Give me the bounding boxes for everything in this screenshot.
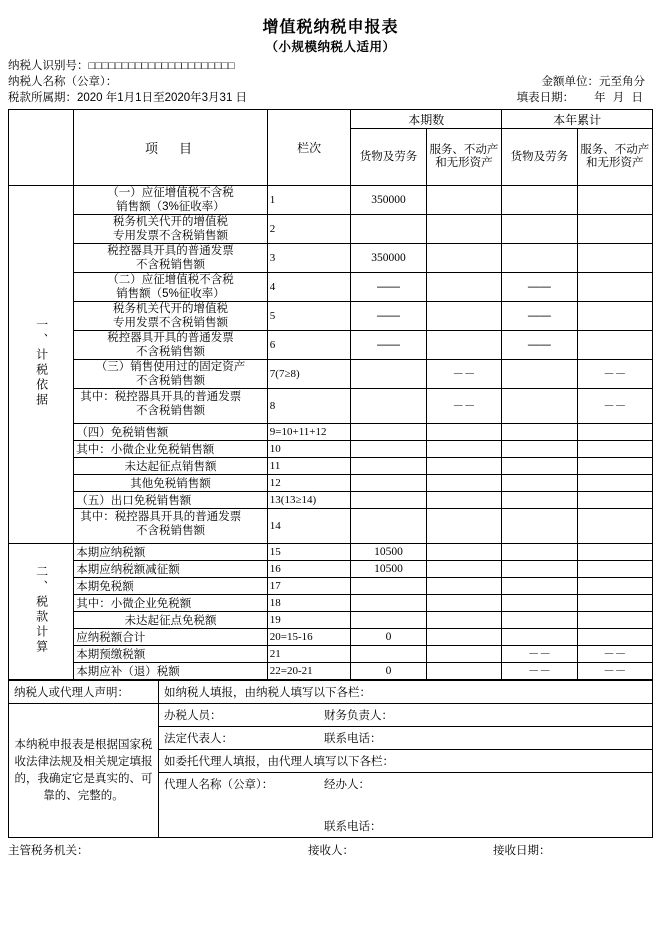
declaration-statement-label: 纳税人或代理人声明：: [9, 681, 159, 704]
cell-current-services[interactable]: [426, 646, 501, 663]
cell-ytd-goods[interactable]: [502, 595, 577, 612]
row-item-line1: 税务机关代开的增值税: [113, 303, 228, 315]
column-header-ytd-services: 服务、不动产和无形资产: [577, 129, 652, 186]
cell-current-goods[interactable]: [351, 646, 426, 663]
row-line-no: 22=20-21: [267, 663, 351, 680]
column-group-current-period: 本期数: [351, 110, 502, 129]
cell-current-goods[interactable]: [351, 441, 426, 458]
cell-ytd-goods[interactable]: [502, 215, 577, 244]
row-item-line2: 销售额（3%征收率）: [116, 201, 225, 213]
table-row: [9, 509, 653, 544]
cell-current-services[interactable]: [426, 244, 501, 273]
row-line-no: 13(13≥14): [267, 492, 351, 509]
cell-current-services[interactable]: [426, 629, 501, 646]
row-line-no: 9=10+11+12: [267, 424, 351, 441]
section-label-tax-calculation: 二、税款计算: [9, 544, 74, 680]
cell-current-goods[interactable]: [351, 215, 426, 244]
row-line-no: 12: [267, 475, 351, 492]
row-item-label: 本期应补（退）税额: [74, 663, 268, 680]
legal-rep-fields-row: [159, 727, 653, 750]
cell-ytd-goods[interactable]: [502, 186, 577, 215]
cell-current-goods[interactable]: 350000: [351, 186, 426, 215]
cell-current-services[interactable]: [426, 424, 501, 441]
row-item-line2: 专用发票不含税销售额: [113, 317, 228, 329]
cell-current-services[interactable]: [426, 215, 501, 244]
cell-ytd-goods[interactable]: [502, 475, 577, 492]
section-header-blank: [9, 110, 74, 186]
row-item-label: （四）免税销售额: [74, 424, 268, 441]
cell-current-goods[interactable]: 0: [351, 629, 426, 646]
row-item-label: 应纳税额合计: [74, 629, 268, 646]
cell-ytd-services[interactable]: [577, 244, 652, 273]
cell-current-goods[interactable]: 0: [351, 663, 426, 680]
taxpayer-id-row: [8, 58, 653, 74]
period-row: [8, 90, 653, 106]
row-line-no: 8: [267, 389, 351, 424]
handler-label[interactable]: 办税人员：: [164, 710, 222, 722]
column-header-current-services: 服务、不动产和无形资产: [426, 129, 501, 186]
row-line-no: 20=15-16: [267, 629, 351, 646]
row-item-label: 其他免税销售额: [74, 475, 268, 492]
declaration-header-row: [9, 681, 653, 704]
taxpayer-id-label: 纳税人识别号：: [8, 60, 89, 72]
cell-ytd-goods[interactable]: [502, 509, 577, 544]
row-item-line2: 不含税销售额: [136, 259, 205, 271]
row-item-label: [74, 331, 268, 360]
receiver-label: 接收人：: [308, 845, 354, 857]
table-row: [9, 273, 653, 302]
row-line-no: 18: [267, 595, 351, 612]
cell-ytd-goods[interactable]: [502, 441, 577, 458]
cell-ytd-goods[interactable]: [502, 424, 577, 441]
table-row: [9, 612, 653, 629]
column-group-year-to-date: 本年累计: [502, 110, 653, 129]
page-subtitle: （小规模纳税人适用）: [265, 40, 396, 54]
tax-authority-label: 主管税务机关：: [8, 845, 89, 857]
cell-current-services[interactable]: [426, 331, 501, 360]
table-row: [9, 492, 653, 509]
row-item-overflow-text: [76, 510, 265, 538]
cell-current-services[interactable]: [426, 475, 501, 492]
if-agent-fills-label: 如委托代理人填报，由代理人填写以下各栏：: [159, 750, 653, 773]
vat-declaration-table: [8, 109, 653, 680]
cell-current-services[interactable]: [426, 273, 501, 302]
table-row: [9, 302, 653, 331]
row-item-line1: 其中：税控器具开具的普通发票: [80, 391, 242, 403]
table-row: [9, 578, 653, 595]
cell-current-services[interactable]: [426, 561, 501, 578]
row-line-no: 3: [267, 244, 351, 273]
row-line-no: 11: [267, 458, 351, 475]
cell-ytd-services[interactable]: [577, 441, 652, 458]
cell-current-goods: ——: [351, 331, 426, 360]
agent-phone-label[interactable]: 联系电话：: [324, 821, 382, 833]
cell-current-services[interactable]: [426, 492, 501, 509]
taxpayer-name-label[interactable]: 纳税人名称（公章）：: [8, 76, 118, 88]
table-header-group-row: [9, 110, 653, 129]
declaration-handler-row: [9, 704, 653, 727]
cell-ytd-services[interactable]: [577, 595, 652, 612]
row-item-line2: 专用发票不含税销售额: [113, 230, 228, 242]
fill-date-label: 填表日期：: [516, 92, 575, 104]
row-item-line1: （一）应征增值税不含税: [107, 187, 234, 199]
taxpayer-name-row: [8, 74, 653, 90]
row-item-label: 未达起征点销售额: [74, 458, 268, 475]
column-header-ytd-goods: 货物及劳务: [502, 129, 577, 186]
row-item-label: [74, 244, 268, 273]
row-item-label: 本期应纳税额: [74, 544, 268, 561]
row-line-no: 16: [267, 561, 351, 578]
if-taxpayer-fills-label: 如纳税人填报，由纳税人填写以下各栏：: [159, 681, 653, 704]
cell-ytd-goods[interactable]: [502, 244, 577, 273]
row-line-no: 6: [267, 331, 351, 360]
agent-operator-label[interactable]: 经办人：: [324, 779, 370, 791]
form-meta-block: [0, 55, 661, 106]
cell-ytd-services[interactable]: [577, 331, 652, 360]
row-line-no: 1: [267, 186, 351, 215]
row-item-line2: 不含税销售额: [136, 346, 205, 358]
row-item-label: [74, 186, 268, 215]
row-item-line1: （三）销售使用过的固定资产: [95, 361, 246, 373]
row-line-no: 15: [267, 544, 351, 561]
cell-current-goods[interactable]: [351, 595, 426, 612]
cell-ytd-services[interactable]: [577, 424, 652, 441]
row-line-no: 2: [267, 215, 351, 244]
legal-rep-label[interactable]: 法定代表人：: [164, 733, 233, 745]
row-item-label: [74, 389, 268, 424]
cell-ytd-services[interactable]: [577, 186, 652, 215]
row-item-label: 未达起征点免税额: [74, 612, 268, 629]
cell-ytd-services: －－: [577, 360, 652, 389]
taxpayer-id-input-boxes[interactable]: □□□□□□□□□□□□□□□□□□□□□□: [88, 60, 235, 72]
cell-ytd-services[interactable]: [577, 273, 652, 302]
cell-ytd-services[interactable]: [577, 544, 652, 561]
cell-ytd-services[interactable]: [577, 612, 652, 629]
table-row: [9, 544, 653, 561]
row-line-no: 10: [267, 441, 351, 458]
period-label: 税款所属期：: [8, 92, 77, 104]
cell-current-goods[interactable]: 350000: [351, 244, 426, 273]
row-item-line2: 不含税销售额: [136, 405, 205, 417]
cell-current-services[interactable]: [426, 595, 501, 612]
table-row: [9, 646, 653, 663]
cell-current-services: －－: [426, 389, 501, 424]
table-row: [9, 215, 653, 244]
contact-phone-label[interactable]: 联系电话：: [324, 733, 382, 745]
cell-ytd-goods: ——: [502, 273, 577, 302]
cell-ytd-goods[interactable]: [502, 389, 577, 424]
cell-ytd-services: －－: [577, 389, 652, 424]
cell-current-goods[interactable]: [351, 492, 426, 509]
cell-current-services[interactable]: [426, 441, 501, 458]
row-item-label: [74, 215, 268, 244]
cell-ytd-services[interactable]: [577, 578, 652, 595]
table-row: [9, 663, 653, 680]
page-title: 增值税纳税申报表: [262, 19, 399, 36]
table-row: [9, 629, 653, 646]
row-item-label: [74, 360, 268, 389]
cell-current-goods: ——: [351, 302, 426, 331]
cell-current-goods[interactable]: 10500: [351, 561, 426, 578]
cell-current-goods[interactable]: [351, 475, 426, 492]
finance-officer-label[interactable]: 财务负责人：: [324, 710, 393, 722]
amount-unit-label: 金额单位：元至角分: [541, 76, 645, 88]
column-header-item: 项 目: [74, 110, 268, 186]
row-item-overflow-text: [76, 390, 265, 418]
table-row: [9, 360, 653, 389]
table-row: [9, 441, 653, 458]
fill-date-value[interactable]: 年 月 日: [594, 92, 645, 104]
cell-ytd-services[interactable]: [577, 215, 652, 244]
cell-current-goods[interactable]: [351, 509, 426, 544]
table-row: [9, 424, 653, 441]
row-item-line1: 其中：税控器具开具的普通发票: [80, 511, 242, 523]
cell-current-services[interactable]: [426, 578, 501, 595]
cell-ytd-services: －－: [577, 663, 652, 680]
declaration-table: [8, 680, 653, 838]
row-item-label: 其中：小微企业免税额: [74, 595, 268, 612]
agent-name-label[interactable]: 代理人名称（公章）：: [164, 779, 274, 791]
cell-ytd-goods[interactable]: [502, 544, 577, 561]
declaration-statement-text: 本纳税申报表是根据国家税收法律法规及相关规定填报的，我确定它是真实的、可靠的、完整的。: [9, 704, 159, 838]
cell-current-goods[interactable]: 10500: [351, 544, 426, 561]
cell-current-services[interactable]: [426, 663, 501, 680]
agent-fields-block: [159, 773, 653, 838]
cell-ytd-goods[interactable]: [502, 492, 577, 509]
row-item-line1: 税控器具开具的普通发票: [107, 332, 234, 344]
row-line-no: 19: [267, 612, 351, 629]
row-line-no: 14: [267, 509, 351, 544]
section-label-tax-basis: 一、计税依据: [9, 186, 74, 544]
table-row: [9, 186, 653, 215]
cell-ytd-goods: －－: [502, 646, 577, 663]
cell-current-services: －－: [426, 360, 501, 389]
cell-ytd-goods[interactable]: [502, 360, 577, 389]
cell-ytd-goods[interactable]: [502, 629, 577, 646]
cell-current-services[interactable]: [426, 302, 501, 331]
row-item-label: 本期应纳税额减征额: [74, 561, 268, 578]
table-row: [9, 331, 653, 360]
row-line-no: 21: [267, 646, 351, 663]
cell-ytd-services[interactable]: [577, 509, 652, 544]
cell-ytd-services[interactable]: [577, 302, 652, 331]
row-item-label: 其中：小微企业免税销售额: [74, 441, 268, 458]
row-item-label: [74, 273, 268, 302]
row-item-label: [74, 509, 268, 544]
row-item-label: 本期预缴税额: [74, 646, 268, 663]
table-row: [9, 244, 653, 273]
cell-current-goods[interactable]: [351, 578, 426, 595]
cell-current-goods[interactable]: [351, 424, 426, 441]
footer-row: [8, 838, 653, 858]
cell-current-services[interactable]: [426, 509, 501, 544]
row-item-line1: 税务机关代开的增值税: [113, 216, 228, 228]
row-item-line2: 不含税销售额: [136, 525, 205, 537]
cell-current-services[interactable]: [426, 544, 501, 561]
cell-ytd-goods[interactable]: [502, 561, 577, 578]
cell-ytd-services[interactable]: [577, 475, 652, 492]
cell-ytd-services[interactable]: [577, 492, 652, 509]
column-header-lanci: 栏次: [267, 110, 351, 186]
cell-current-goods[interactable]: [351, 612, 426, 629]
row-item-label: [74, 302, 268, 331]
cell-ytd-goods[interactable]: [502, 612, 577, 629]
cell-ytd-services: －－: [577, 646, 652, 663]
cell-current-goods: ——: [351, 273, 426, 302]
table-row: [9, 458, 653, 475]
row-line-no: 4: [267, 273, 351, 302]
cell-current-services[interactable]: [426, 612, 501, 629]
cell-ytd-goods[interactable]: [502, 458, 577, 475]
row-item-line2: 不含税销售额: [136, 375, 205, 387]
row-item-line2: 销售额（5%征收率）: [116, 288, 225, 300]
table-row: [9, 561, 653, 578]
row-item-line1: （二）应征增值税不含税: [107, 274, 234, 286]
handler-fields-row: [159, 704, 653, 727]
cell-ytd-goods: ——: [502, 331, 577, 360]
cell-ytd-services[interactable]: [577, 561, 652, 578]
receive-date-label: 接收日期：: [493, 845, 551, 857]
column-header-current-goods: 货物及劳务: [351, 129, 426, 186]
row-item-line1: 税控器具开具的普通发票: [107, 245, 234, 257]
cell-current-goods[interactable]: [351, 360, 426, 389]
cell-current-goods[interactable]: [351, 458, 426, 475]
cell-current-services[interactable]: [426, 458, 501, 475]
table-row: [9, 389, 653, 424]
row-line-no: 7(7≥8): [267, 360, 351, 389]
table-row: [9, 475, 653, 492]
cell-ytd-services[interactable]: [577, 458, 652, 475]
cell-ytd-services[interactable]: [577, 629, 652, 646]
row-line-no: 5: [267, 302, 351, 331]
cell-ytd-goods[interactable]: [502, 578, 577, 595]
cell-ytd-goods: －－: [502, 663, 577, 680]
period-value[interactable]: 2020 年1月1日至2020年3月31 日: [77, 92, 248, 104]
row-item-label: 本期免税额: [74, 578, 268, 595]
cell-current-services[interactable]: [426, 186, 501, 215]
row-item-label: （五）出口免税销售额: [74, 492, 268, 509]
cell-ytd-goods: ——: [502, 302, 577, 331]
table-row: [9, 595, 653, 612]
row-line-no: 17: [267, 578, 351, 595]
cell-current-goods[interactable]: [351, 389, 426, 424]
